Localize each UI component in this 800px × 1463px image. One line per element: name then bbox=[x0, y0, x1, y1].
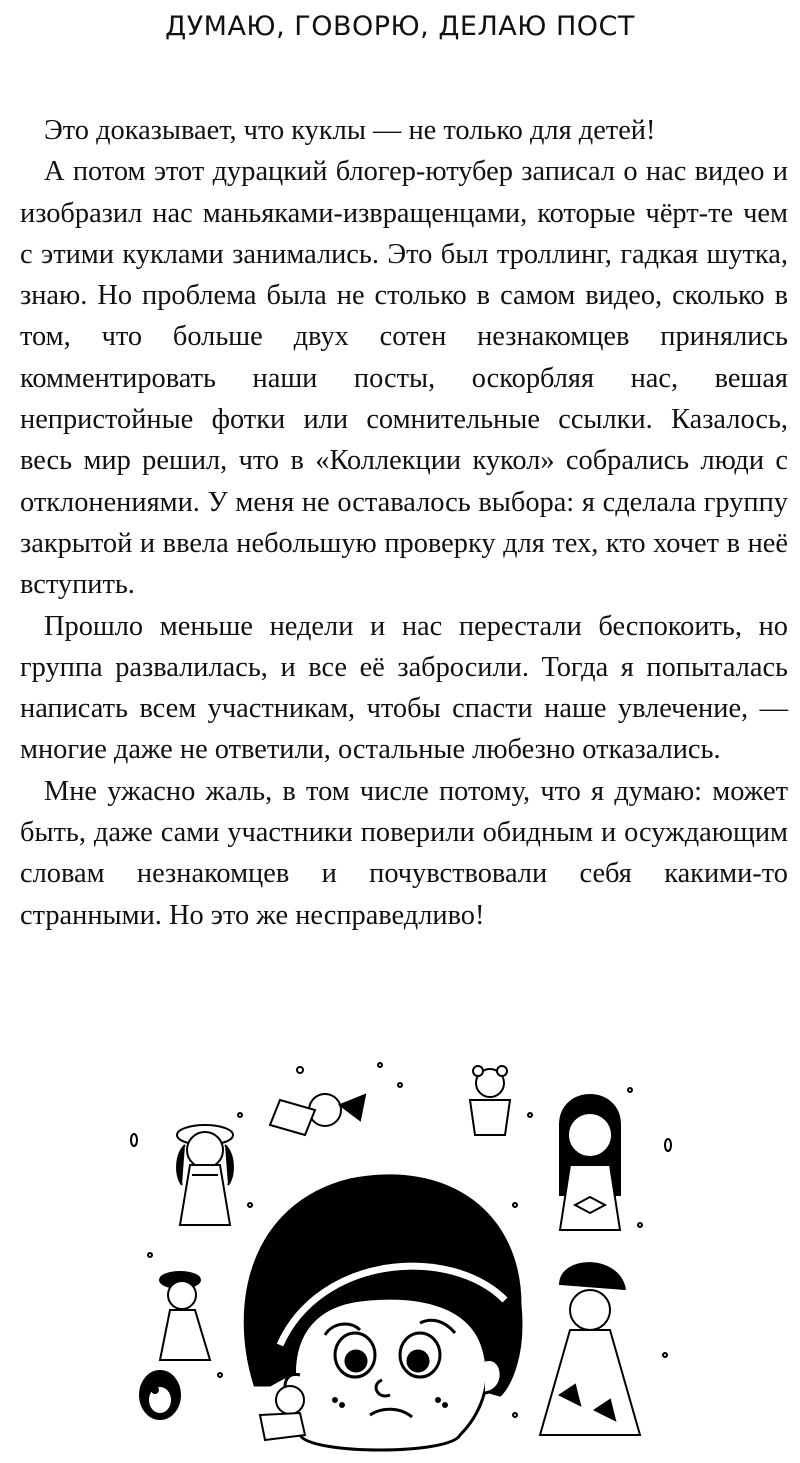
running-header: ДУМАЮ, ГОВОРЮ, ДЕЛАЮ ПОСТ bbox=[165, 11, 635, 42]
beret-doll-icon bbox=[160, 1272, 210, 1360]
girl-doll-icon bbox=[560, 1095, 620, 1230]
body-text bbox=[20, 110, 788, 936]
baby-doll-icon bbox=[260, 1386, 305, 1440]
paragraph: Мне ужасно жаль, в том числе потому, что я думаю: может быть, даже сами участники поверили обидным и осуждающим словам незнакомцев и почувствовали себя какими-то странными. Но это же несправедливо! bbox=[20, 775, 788, 931]
doll-icon bbox=[177, 1125, 233, 1225]
bear-icon bbox=[470, 1066, 510, 1135]
floating-doll-icon bbox=[270, 1094, 365, 1135]
paragraph: Это доказывает, что куклы — не только для детей! bbox=[44, 115, 656, 146]
paragraph: Прошло меньше недели и нас перестали беспокоить, но группа развалилась, и все её забросили. Тогда я попыталась написать всем участникам, чтобы спасти наше увлечение, — многие даже не ответили, остальные любезно отказались. bbox=[20, 610, 788, 766]
illustration-sad-girl-with-dolls bbox=[120, 1055, 680, 1463]
penguin-icon bbox=[140, 1371, 180, 1419]
paragraph: А потом этот дурацкий блогер-ютубер записал о нас видео и изобразил нас маньяками-извращенцами, которые чёрт-те чем с этими куклами занимались. Это был троллинг, гадкая шутка, знаю. Но проблема была не столько в самом видео, сколько в том, что больше двух сотен незнакомцев принялись комментировать наши посты, оскорбляя нас, вешая непристойные фотки или сомнительные ссылки. Казалось, весь мир решил, что в «Коллекции кукол» собрались люди с отклонениями. У меня не оставалось выбора: я сделала группу закрытой и ввела небольшую проверку для тех, кто хочет в неё вступить. bbox=[20, 156, 788, 601]
patterned-doll-icon bbox=[540, 1263, 640, 1435]
